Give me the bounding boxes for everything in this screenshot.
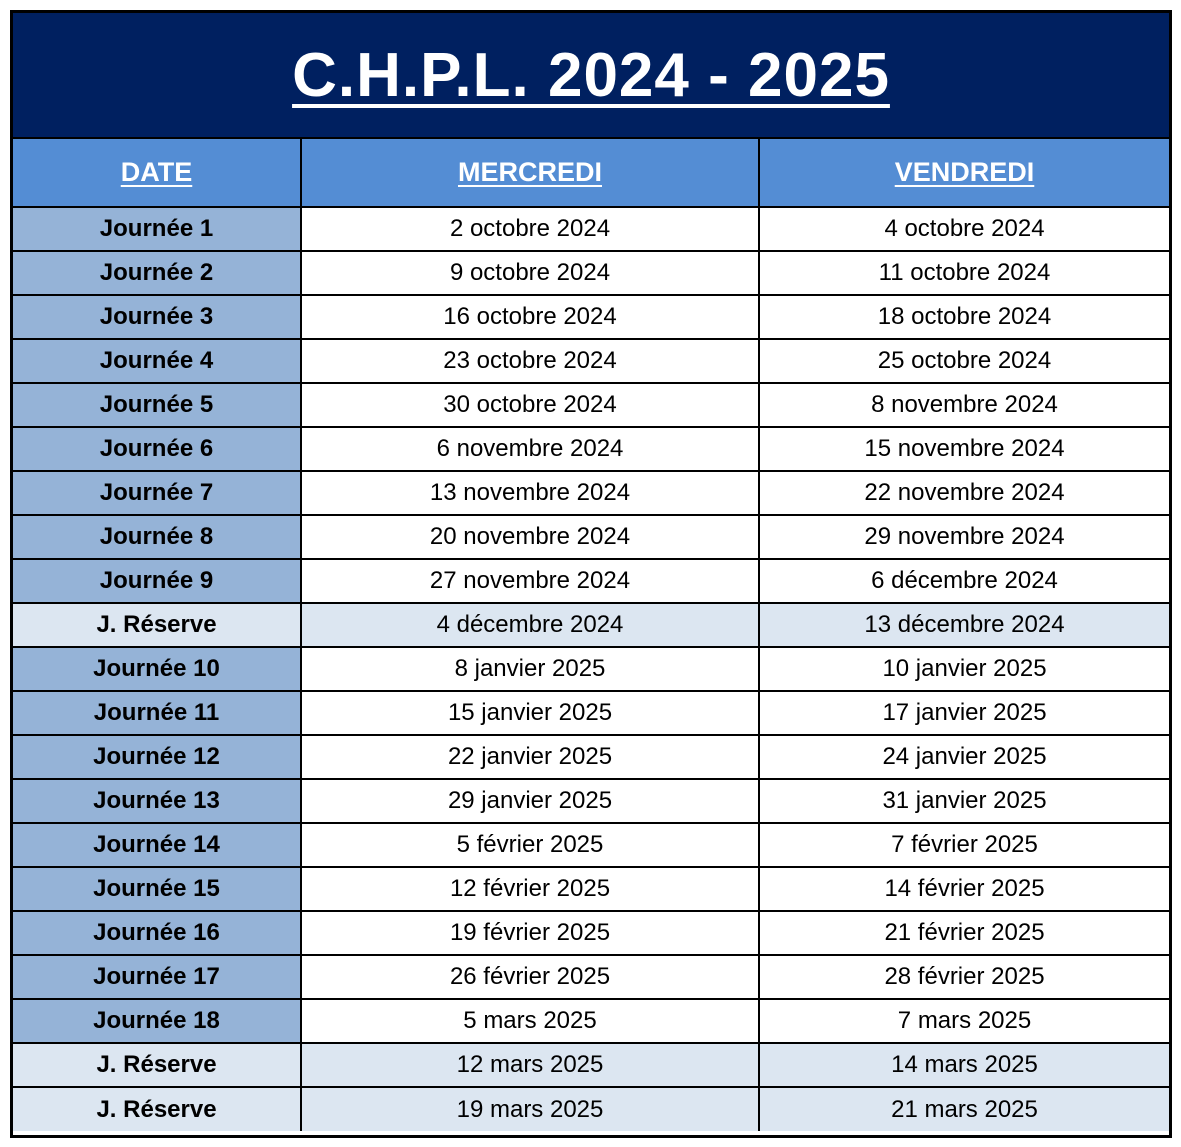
schedule-table	[13, 139, 1169, 1131]
table-row	[13, 867, 1169, 911]
row-label: J. Réserve	[13, 1043, 301, 1087]
row-label: Journée 13	[13, 779, 301, 823]
mercredi-date-cell: 12 février 2025	[301, 867, 759, 911]
row-label: Journée 6	[13, 427, 301, 471]
mercredi-date-cell: 30 octobre 2024	[301, 383, 759, 427]
row-label: Journée 15	[13, 867, 301, 911]
row-label: Journée 9	[13, 559, 301, 603]
vendredi-date-cell: 7 février 2025	[759, 823, 1169, 867]
vendredi-date-cell: 28 février 2025	[759, 955, 1169, 999]
page-title: C.H.P.L. 2024 - 2025	[292, 40, 890, 110]
vendredi-date-cell: 25 octobre 2024	[759, 339, 1169, 383]
vendredi-date-cell: 6 décembre 2024	[759, 559, 1169, 603]
header-row	[13, 139, 1169, 207]
schedule-body	[13, 207, 1169, 1131]
table-row	[13, 295, 1169, 339]
vendredi-date-cell: 10 janvier 2025	[759, 647, 1169, 691]
row-label: Journée 3	[13, 295, 301, 339]
table-row	[13, 691, 1169, 735]
row-label: Journée 10	[13, 647, 301, 691]
row-label: Journée 2	[13, 251, 301, 295]
schedule-sheet	[10, 10, 1172, 1138]
vendredi-date-cell: 15 novembre 2024	[759, 427, 1169, 471]
table-row	[13, 339, 1169, 383]
vendredi-date-cell: 17 janvier 2025	[759, 691, 1169, 735]
mercredi-date-cell: 2 octobre 2024	[301, 207, 759, 251]
mercredi-date-cell: 4 décembre 2024	[301, 603, 759, 647]
mercredi-date-cell: 23 octobre 2024	[301, 339, 759, 383]
mercredi-date-cell: 19 février 2025	[301, 911, 759, 955]
header-date: DATE	[13, 139, 301, 207]
vendredi-date-cell: 4 octobre 2024	[759, 207, 1169, 251]
reserve-row	[13, 1043, 1169, 1087]
mercredi-date-cell: 8 janvier 2025	[301, 647, 759, 691]
table-row	[13, 779, 1169, 823]
table-row	[13, 559, 1169, 603]
row-label: Journée 4	[13, 339, 301, 383]
vendredi-date-cell: 11 octobre 2024	[759, 251, 1169, 295]
mercredi-date-cell: 26 février 2025	[301, 955, 759, 999]
mercredi-date-cell: 9 octobre 2024	[301, 251, 759, 295]
table-row	[13, 999, 1169, 1043]
mercredi-date-cell: 15 janvier 2025	[301, 691, 759, 735]
row-label: J. Réserve	[13, 603, 301, 647]
vendredi-date-cell: 31 janvier 2025	[759, 779, 1169, 823]
mercredi-date-cell: 19 mars 2025	[301, 1087, 759, 1131]
table-row	[13, 383, 1169, 427]
row-label: Journée 7	[13, 471, 301, 515]
row-label: Journée 1	[13, 207, 301, 251]
vendredi-date-cell: 14 mars 2025	[759, 1043, 1169, 1087]
vendredi-date-cell: 13 décembre 2024	[759, 603, 1169, 647]
header-mercredi: MERCREDI	[301, 139, 759, 207]
row-label: Journée 17	[13, 955, 301, 999]
table-row	[13, 647, 1169, 691]
row-label: Journée 5	[13, 383, 301, 427]
mercredi-date-cell: 6 novembre 2024	[301, 427, 759, 471]
table-row	[13, 515, 1169, 559]
vendredi-date-cell: 7 mars 2025	[759, 999, 1169, 1043]
table-row	[13, 911, 1169, 955]
reserve-row	[13, 603, 1169, 647]
mercredi-date-cell: 27 novembre 2024	[301, 559, 759, 603]
row-label: Journée 18	[13, 999, 301, 1043]
mercredi-date-cell: 20 novembre 2024	[301, 515, 759, 559]
row-label: Journée 8	[13, 515, 301, 559]
table-row	[13, 427, 1169, 471]
mercredi-date-cell: 12 mars 2025	[301, 1043, 759, 1087]
row-label: Journée 11	[13, 691, 301, 735]
vendredi-date-cell: 22 novembre 2024	[759, 471, 1169, 515]
vendredi-date-cell: 14 février 2025	[759, 867, 1169, 911]
mercredi-date-cell: 29 janvier 2025	[301, 779, 759, 823]
header-vendredi: VENDREDI	[759, 139, 1169, 207]
table-row	[13, 823, 1169, 867]
mercredi-date-cell: 22 janvier 2025	[301, 735, 759, 779]
table-row	[13, 207, 1169, 251]
vendredi-date-cell: 21 mars 2025	[759, 1087, 1169, 1131]
table-row	[13, 471, 1169, 515]
reserve-row	[13, 1087, 1169, 1131]
table-row	[13, 251, 1169, 295]
table-row	[13, 955, 1169, 999]
mercredi-date-cell: 16 octobre 2024	[301, 295, 759, 339]
mercredi-date-cell: 5 mars 2025	[301, 999, 759, 1043]
vendredi-date-cell: 18 octobre 2024	[759, 295, 1169, 339]
mercredi-date-cell: 5 février 2025	[301, 823, 759, 867]
vendredi-date-cell: 8 novembre 2024	[759, 383, 1169, 427]
vendredi-date-cell: 21 février 2025	[759, 911, 1169, 955]
table-row	[13, 735, 1169, 779]
row-label: J. Réserve	[13, 1087, 301, 1131]
title-bar	[13, 13, 1169, 139]
row-label: Journée 14	[13, 823, 301, 867]
mercredi-date-cell: 13 novembre 2024	[301, 471, 759, 515]
vendredi-date-cell: 29 novembre 2024	[759, 515, 1169, 559]
row-label: Journée 16	[13, 911, 301, 955]
vendredi-date-cell: 24 janvier 2025	[759, 735, 1169, 779]
row-label: Journée 12	[13, 735, 301, 779]
